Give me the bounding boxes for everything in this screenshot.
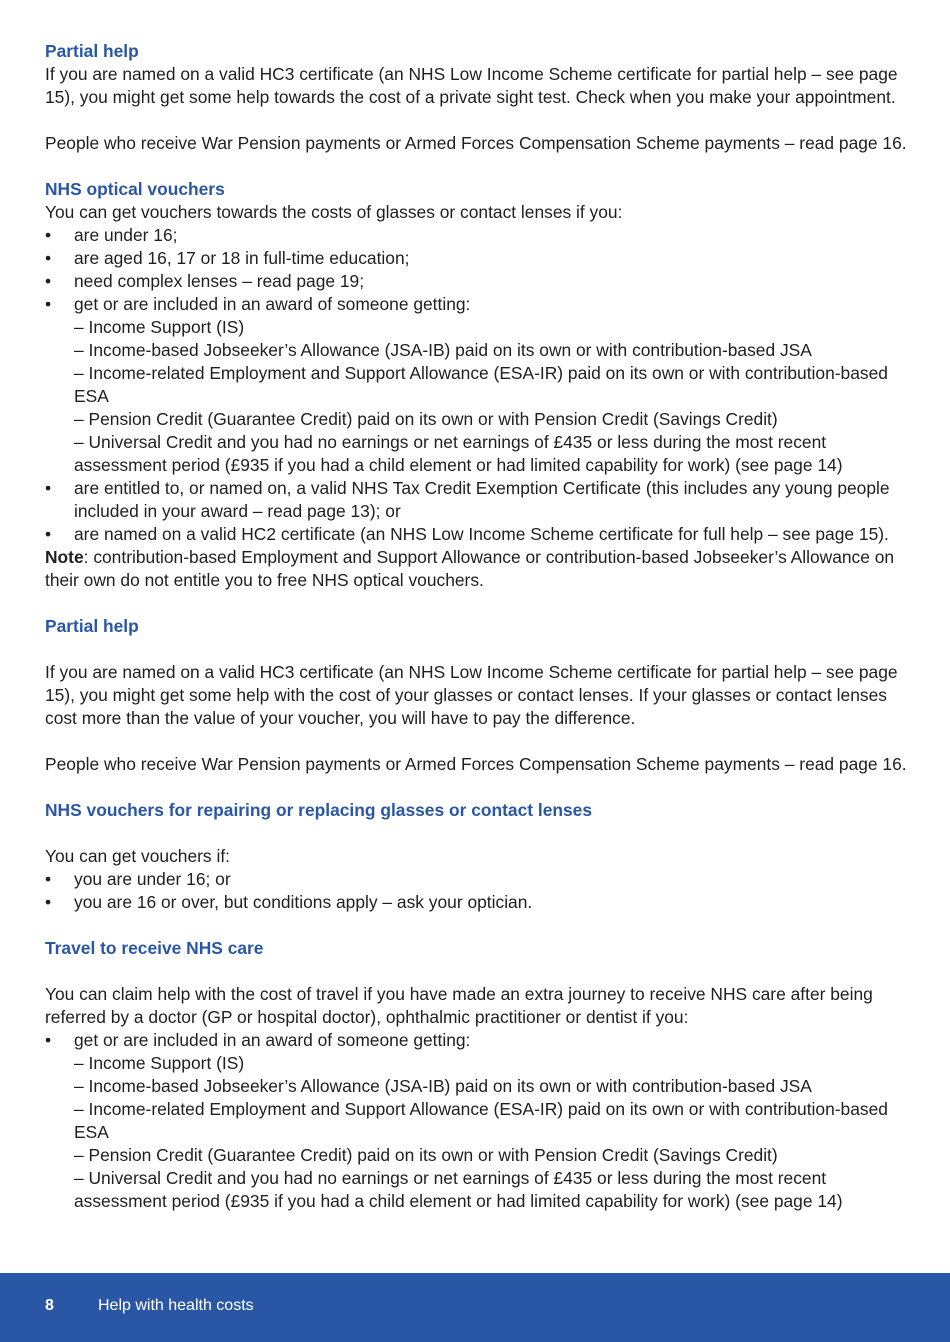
section-travel bbox=[45, 937, 915, 1213]
benefit-item: – Income-based Jobseeker’s Allowance (JSA-IB) paid on its own or with contribution-based JSA bbox=[74, 340, 812, 360]
benefit-list bbox=[74, 316, 915, 477]
paragraph: If you are named on a valid HC3 certificate (an NHS Low Income Scheme certificate for partial help – see page 15), you might get some help with the cost of your glasses or contact lenses. If your glasses or contact lenses cost more than the value of your voucher, you will have to pay the difference. bbox=[45, 662, 898, 728]
paragraph: You can get vouchers if: bbox=[45, 846, 230, 866]
benefit-list bbox=[74, 1052, 915, 1213]
list-item: • are entitled to, or named on, a valid NHS Tax Credit Exemption Certificate (this includes any young people included in your award – read page 13); or bbox=[45, 477, 915, 523]
benefit-item: – Income-related Employment and Support Allowance (ESA-IR) paid on its own or with contribution-based ESA bbox=[74, 363, 888, 406]
note-text: : contribution-based Employment and Support Allowance or contribution-based Jobseeker’s Allowance on their own do not entitle you to free NHS optical vouchers. bbox=[45, 547, 895, 590]
note-label: Note bbox=[45, 547, 84, 567]
benefit-item: – Pension Credit (Guarantee Credit) paid on its own or with Pension Credit (Savings Credit) bbox=[74, 409, 778, 429]
section-partial-help-sight-test bbox=[45, 40, 915, 155]
list-item-text: get or are included in an award of someone getting: bbox=[74, 1030, 471, 1050]
paragraph: If you are named on a valid HC3 certificate (an NHS Low Income Scheme certificate for partial help – see page 15), you might get some help towards the cost of a private sight test. Check when you make your appointment. bbox=[45, 64, 898, 107]
list-item: • you are 16 or over, but conditions apply – ask your optician. bbox=[45, 891, 915, 914]
page-footer bbox=[0, 1273, 950, 1342]
list-item bbox=[45, 293, 915, 477]
list-item bbox=[45, 1029, 915, 1213]
section-optical-vouchers bbox=[45, 178, 915, 592]
paragraph: People who receive War Pension payments or Armed Forces Compensation Scheme payments – read page 16. bbox=[45, 754, 907, 774]
paragraph: You can get vouchers towards the costs of glasses or contact lenses if you: bbox=[45, 202, 623, 222]
benefit-item: – Pension Credit (Guarantee Credit) paid on its own or with Pension Credit (Savings Credit) bbox=[74, 1145, 778, 1165]
bullet-list bbox=[45, 868, 915, 914]
benefit-item: – Income-based Jobseeker’s Allowance (JSA-IB) paid on its own or with contribution-based JSA bbox=[74, 1076, 812, 1096]
page-number: 8 bbox=[45, 1297, 54, 1314]
benefit-item: – Income-related Employment and Support Allowance (ESA-IR) paid on its own or with contribution-based ESA bbox=[74, 1099, 888, 1142]
bullet-list bbox=[45, 1029, 915, 1213]
benefit-item: – Universal Credit and you had no earnings or net earnings of £435 or less during the most recent assessment period (£935 if you had a child element or had limited capability for work) (see page 14) bbox=[74, 432, 843, 475]
paragraph: You can claim help with the cost of travel if you have made an extra journey to receive NHS care after being referred by a doctor (GP or hospital doctor), ophthalmic practitioner or dentist if you: bbox=[45, 984, 873, 1027]
paragraph: People who receive War Pension payments or Armed Forces Compensation Scheme payments – read page 16. bbox=[45, 133, 907, 153]
section-heading: NHS vouchers for repairing or replacing glasses or contact lenses bbox=[45, 800, 593, 820]
note-paragraph bbox=[45, 546, 915, 592]
section-heading: Partial help bbox=[45, 41, 139, 61]
list-item: • are under 16; bbox=[45, 224, 915, 247]
bullet-list bbox=[45, 224, 915, 546]
page-content bbox=[45, 40, 915, 1213]
section-heading: NHS optical vouchers bbox=[45, 179, 225, 199]
benefit-item: – Income Support (IS) bbox=[74, 317, 245, 337]
list-item: • are named on a valid HC2 certificate (an NHS Low Income Scheme certificate for full help – see page 15). bbox=[45, 523, 915, 546]
section-repair-vouchers bbox=[45, 799, 915, 914]
section-partial-help-glasses bbox=[45, 615, 915, 776]
list-item: • you are under 16; or bbox=[45, 868, 915, 891]
list-item: • are aged 16, 17 or 18 in full-time education; bbox=[45, 247, 915, 270]
document-title: Help with health costs bbox=[98, 1297, 254, 1314]
section-heading: Partial help bbox=[45, 616, 139, 636]
list-item: • need complex lenses – read page 19; bbox=[45, 270, 915, 293]
section-heading: Travel to receive NHS care bbox=[45, 938, 264, 958]
list-item-text: get or are included in an award of someone getting: bbox=[74, 294, 471, 314]
benefit-item: – Income Support (IS) bbox=[74, 1053, 245, 1073]
benefit-item: – Universal Credit and you had no earnings or net earnings of £435 or less during the most recent assessment period (£935 if you had a child element or had limited capability for work) (see page 14) bbox=[74, 1168, 843, 1211]
